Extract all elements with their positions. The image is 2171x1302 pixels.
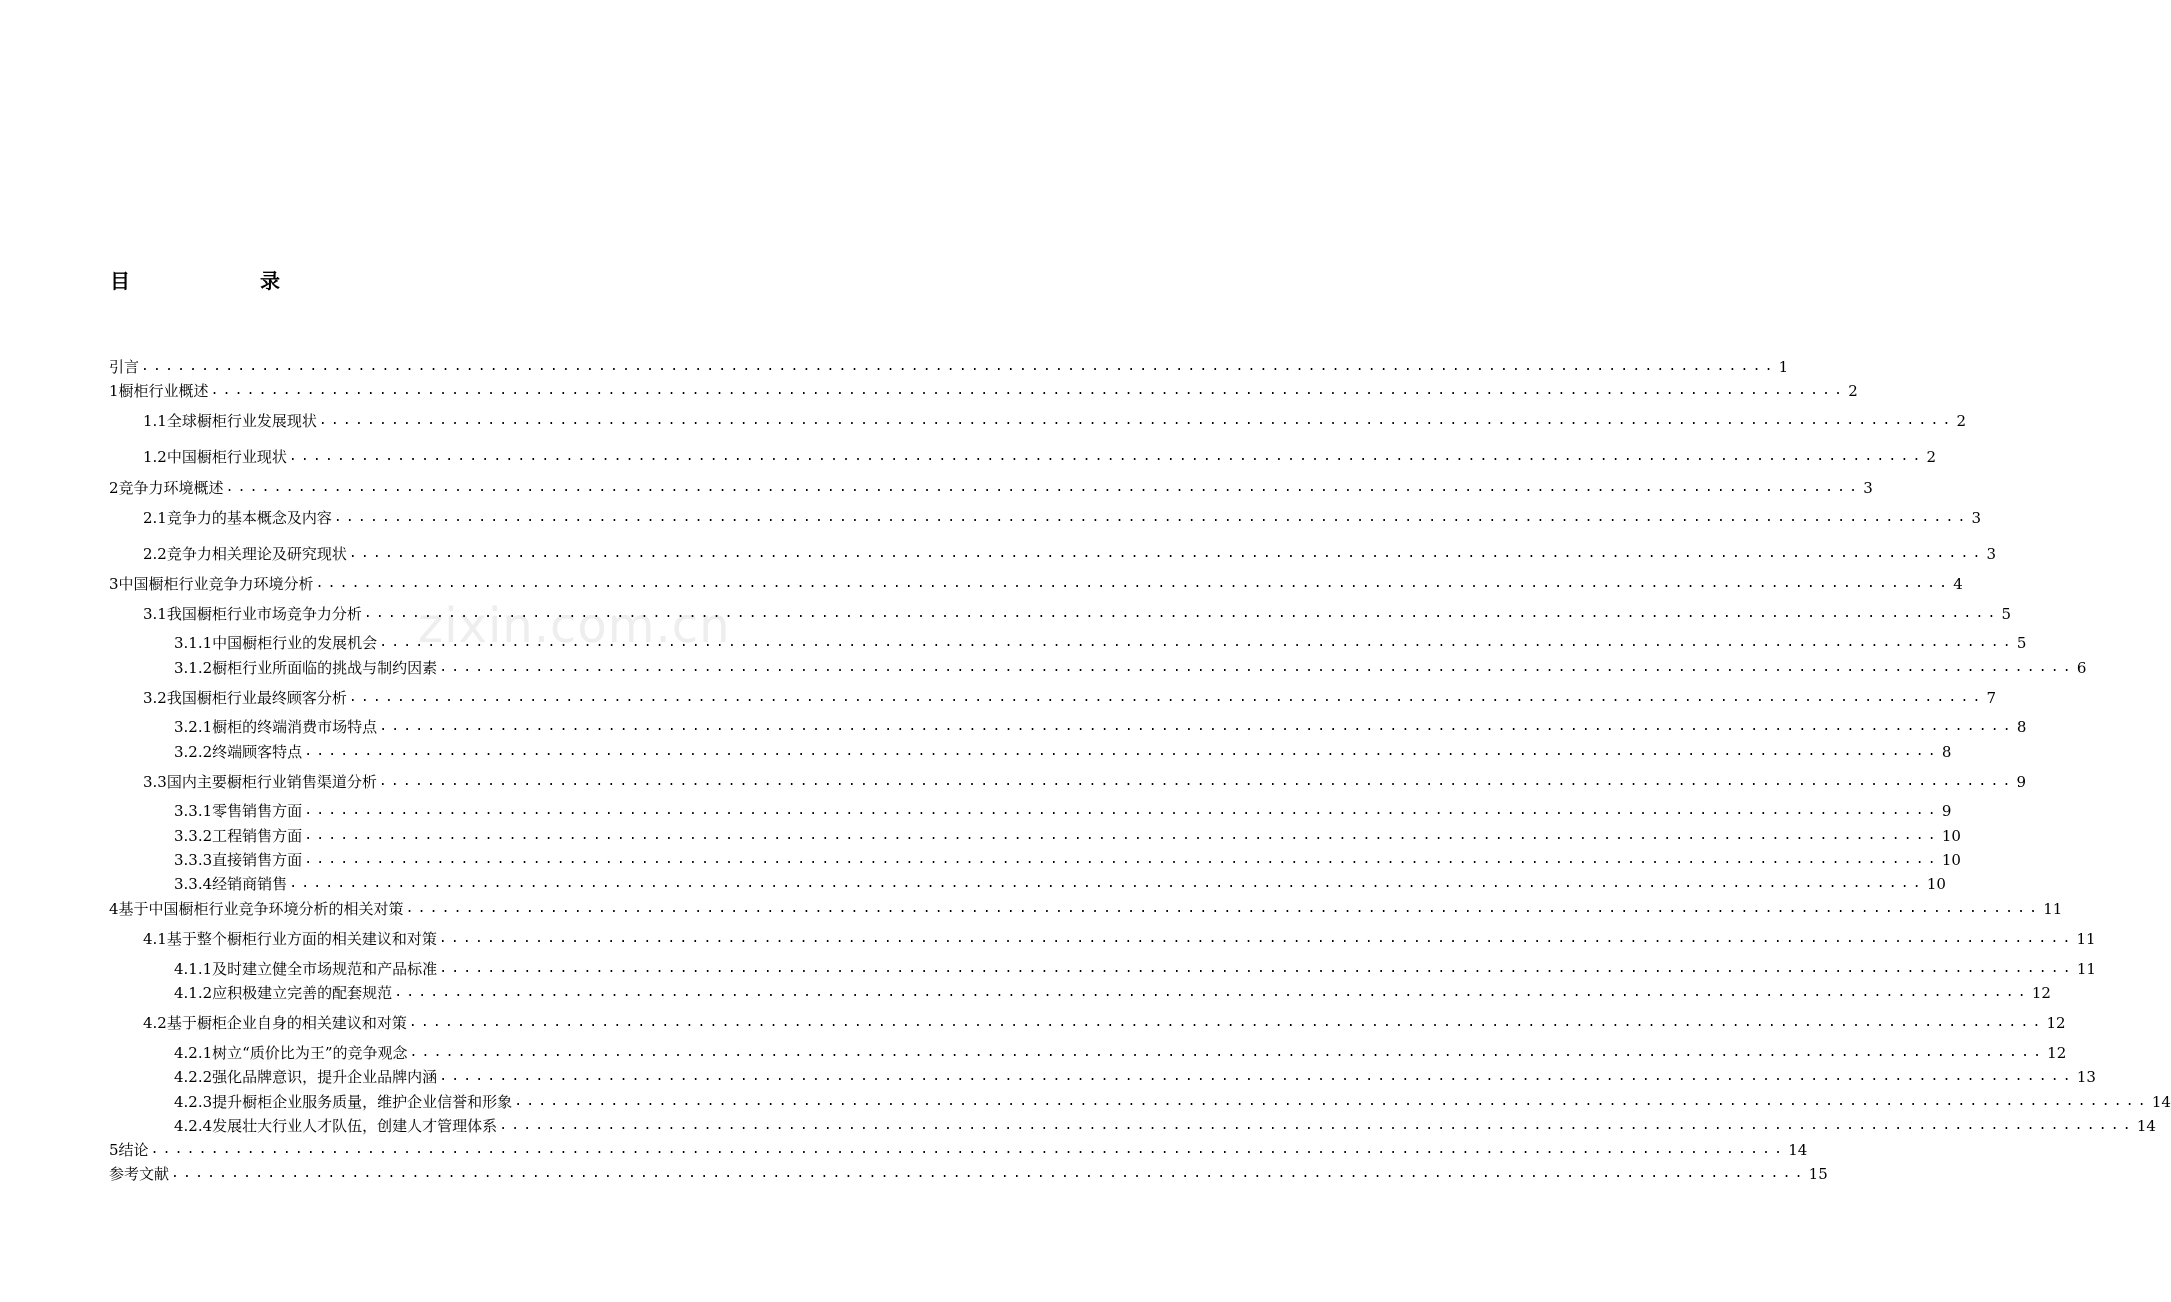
toc-entry-number: 1.1	[143, 412, 167, 430]
toc-entry-leader: ........................................................................................................................................	[318, 413, 1955, 428]
toc-entry-title: 中国橱柜行业竞争力环境分析	[118, 575, 314, 593]
toc-entry[interactable]	[143, 771, 2027, 793]
toc-entry[interactable]	[174, 849, 1961, 871]
toc-entry[interactable]	[109, 380, 1858, 402]
toc-entry-title: 应积极建立完善的配套规范	[212, 984, 393, 1002]
toc-entry[interactable]	[174, 982, 2051, 1004]
toc-entry-leader: ........................................................................................................................................	[150, 1142, 1787, 1157]
toc-entry[interactable]	[143, 410, 1967, 432]
toc-entry-page-number: 14	[2136, 1117, 2156, 1135]
toc-entry-title: 我国橱柜行业市场竞争力分析	[166, 605, 362, 623]
toc-entry-title: 竞争力的基本概念及内容	[166, 509, 332, 527]
toc-entry[interactable]	[174, 632, 2027, 654]
toc-entry-page-number: 7	[1986, 689, 1997, 707]
toc-entry-page-number: 14	[1788, 1141, 1808, 1159]
toc-entry-number: 1.2	[143, 448, 167, 466]
toc-entry-leader: ........................................................................................................................................	[499, 1118, 2135, 1133]
toc-entry-leader: ........................................................................................................................................	[171, 1166, 1807, 1181]
toc-entry-number: 5	[109, 1141, 119, 1159]
toc-entry-title: 竞争力环境概述	[118, 479, 224, 497]
toc-entry-number: 4.2.1	[174, 1044, 213, 1062]
toc-entry-leader: ........................................................................................................................................	[348, 546, 1985, 561]
toc-entry-title: 基于中国橱柜行业竞争环境分析的相关对策	[118, 900, 404, 918]
toc-entry[interactable]	[174, 800, 1952, 822]
toc-entry[interactable]	[174, 1066, 2096, 1088]
toc-entry[interactable]	[174, 825, 1961, 847]
toc-entry-page-number: 11	[2076, 930, 2096, 948]
toc-entry-title: 橱柜行业概述	[118, 382, 209, 400]
toc-heading	[110, 266, 310, 296]
toc-entry[interactable]	[109, 356, 1789, 378]
toc-entry-title: 树立“质价比为王”的竞争观念	[212, 1044, 408, 1062]
toc-entry[interactable]	[109, 898, 2063, 920]
toc-entry-number: 3.1.2	[174, 659, 213, 677]
toc-entry-page-number: 3	[1986, 545, 1997, 563]
toc-entry[interactable]	[143, 687, 1997, 709]
toc-entry-leader: ........................................................................................................................................	[438, 931, 2075, 946]
toc-entry-page-number: 14	[2151, 1093, 2171, 1111]
toc-entry-page-number: 1	[1778, 358, 1789, 376]
toc-entry-page-number: 12	[2046, 1014, 2066, 1032]
toc-entry[interactable]	[174, 873, 1946, 895]
toc-heading-char-1: 目	[110, 269, 130, 293]
toc-entry-title: 国内主要橱柜行业销售渠道分析	[166, 773, 377, 791]
toc-entry[interactable]	[109, 477, 1873, 499]
toc-entry-title: 中国橱柜行业的发展机会	[212, 634, 378, 652]
toc-entry[interactable]	[174, 1042, 2067, 1064]
toc-entry-page-number: 3	[1971, 509, 1982, 527]
toc-entry-number: 3.2	[143, 689, 167, 707]
toc-entry-leader: ........................................................................................................................................	[394, 985, 2030, 1000]
toc-entry-title: 工程销售方面	[212, 827, 303, 845]
toc-entry-number: 3.2.2	[174, 743, 213, 761]
toc-entry-leader: ........................................................................................................................................	[379, 719, 2015, 734]
toc-entry-page-number: 2	[1926, 448, 1937, 466]
toc-entry-page-number: 4	[1953, 575, 1963, 593]
toc-entry-number: 3.3.2	[174, 827, 213, 845]
toc-entry-number: 4.2.3	[174, 1093, 213, 1111]
toc-entry-leader: ........................................................................................................................................	[141, 359, 1777, 374]
toc-entry[interactable]	[174, 1115, 2156, 1137]
toc-entry-leader: ........................................................................................................................................	[315, 576, 1952, 591]
toc-entry-number: 3.3.4	[174, 875, 213, 893]
toc-entry-page-number: 6	[2076, 659, 2087, 677]
toc-entry-leader: ........................................................................................................................................	[210, 383, 1847, 398]
toc-entry-leader: ........................................................................................................................................	[304, 852, 1940, 867]
toc-entry-page-number: 11	[2043, 900, 2063, 918]
toc-entry-title: 基于整个橱柜行业方面的相关建议和对策	[166, 930, 437, 948]
toc-entry[interactable]	[143, 543, 1997, 565]
toc-entry-leader: ........................................................................................................................................	[378, 774, 2015, 789]
toc-entry[interactable]	[174, 657, 2087, 679]
toc-entry-number: 3.3.1	[174, 802, 213, 820]
toc-entry-page-number: 10	[1926, 875, 1946, 893]
toc-entry-page-number: 8	[2016, 718, 2027, 736]
toc-entry-number: 3.3	[143, 773, 167, 791]
toc-entry-number: 1	[109, 382, 119, 400]
toc-entry-title: 引言	[109, 358, 140, 376]
toc-entry[interactable]	[109, 1139, 1808, 1161]
toc-entry-page-number: 9	[1941, 802, 1952, 820]
toc-entry-page-number: 13	[2076, 1068, 2096, 1086]
toc-entry-title: 结论	[118, 1141, 149, 1159]
toc-entry-number: 4.1	[143, 930, 167, 948]
toc-entry[interactable]	[174, 716, 2027, 738]
toc-entry-page-number: 5	[2016, 634, 2027, 652]
toc-entry-title: 竞争力相关理论及研究现状	[166, 545, 347, 563]
toc-entry-number: 4.2	[143, 1014, 167, 1032]
toc-entry-leader: ........................................................................................................................................	[304, 744, 1940, 759]
toc-entry-title: 全球橱柜行业发展现状	[166, 412, 317, 430]
toc-entry-title: 终端顾客特点	[212, 743, 303, 761]
toc-entry-leader: ........................................................................................................................................	[439, 660, 2075, 675]
toc-entry-page-number: 8	[1941, 743, 1952, 761]
toc-entry-leader: ........................................................................................................................................	[304, 828, 1940, 843]
toc-entry-title: 橱柜行业所面临的挑战与制约因素	[212, 659, 438, 677]
toc-entry[interactable]	[174, 741, 1952, 763]
toc-entry-leader: ........................................................................................................................................	[333, 510, 1970, 525]
toc-entry[interactable]	[174, 958, 2096, 980]
toc-entry-title: 发展壮大行业人才队伍，创建人才管理体系	[212, 1117, 498, 1135]
toc-entry-leader: ........................................................................................................................................	[289, 876, 1925, 891]
toc-entry-number: 4.2.2	[174, 1068, 213, 1086]
toc-entry-number: 3.2.1	[174, 718, 213, 736]
toc-entry-leader: ........................................................................................................................................	[514, 1094, 2150, 1109]
toc-entry-leader: ........................................................................................................................................	[288, 449, 1925, 464]
toc-entry-number: 4	[109, 900, 119, 918]
toc-entry-number: 4.1.1	[174, 960, 213, 978]
toc-entry-title: 直接销售方面	[212, 851, 303, 869]
toc-entry-title: 中国橱柜行业现状	[166, 448, 287, 466]
toc-entry[interactable]	[143, 603, 2012, 625]
toc-entry-number: 3.1	[143, 605, 167, 623]
toc-entry[interactable]	[143, 446, 1937, 468]
toc-entry-leader: ........................................................................................................................................	[363, 606, 2000, 621]
toc-entry-number: 3.3.3	[174, 851, 213, 869]
toc-entry-title: 橱柜的终端消费市场特点	[212, 718, 378, 736]
toc-entry-leader: ........................................................................................................................................	[439, 1069, 2075, 1084]
toc-entry-leader: ........................................................................................................................................	[405, 901, 2042, 916]
toc-entry[interactable]	[143, 928, 2096, 950]
toc-entry-number: 2	[109, 479, 119, 497]
toc-entry-number: 2.1	[143, 509, 167, 527]
toc-entry-title: 经销商销售	[212, 875, 288, 893]
toc-entry-title: 基于橱柜企业自身的相关建议和对策	[166, 1014, 407, 1032]
toc-entry-page-number: 12	[2031, 984, 2051, 1002]
toc-entry-leader: ........................................................................................................................................	[225, 480, 1862, 495]
toc-entry-title: 我国橱柜行业最终顾客分析	[166, 689, 347, 707]
toc-entry-page-number: 9	[2016, 773, 2027, 791]
toc-entry-number: 4.2.4	[174, 1117, 213, 1135]
toc-entry-title: 提升橱柜企业服务质量，维护企业信誉和形象	[212, 1093, 513, 1111]
toc-entry-page-number: 11	[2076, 960, 2096, 978]
toc-entry-title: 及时建立健全市场规范和产品标准	[212, 960, 438, 978]
toc-entry-leader: ........................................................................................................................................	[409, 1045, 2046, 1060]
toc-entry-page-number: 10	[1941, 851, 1961, 869]
watermark-text: zixin.com.cn	[418, 598, 731, 654]
toc-entry-number: 4.1.2	[174, 984, 213, 1002]
toc-entry-page-number: 15	[1808, 1165, 1828, 1183]
toc-entry-page-number: 10	[1941, 827, 1961, 845]
toc-entry-page-number: 2	[1956, 412, 1967, 430]
toc-entry-leader: ........................................................................................................................................	[379, 635, 2015, 650]
toc-entry-title: 强化品牌意识，提升企业品牌内涵	[212, 1068, 438, 1086]
toc-entry-number: 3.1.1	[174, 634, 213, 652]
toc-entry-leader: ........................................................................................................................................	[348, 690, 1985, 705]
toc-heading-char-2: 录	[260, 269, 280, 293]
toc-entry-page-number: 5	[2001, 605, 2012, 623]
toc-entry[interactable]	[109, 573, 1963, 595]
toc-entry-page-number: 3	[1863, 479, 1873, 497]
toc-entry-number: 3	[109, 575, 119, 593]
toc-entry-leader: ........................................................................................................................................	[439, 961, 2075, 976]
toc-entry-title: 零售销售方面	[212, 802, 303, 820]
toc-entry-title: 参考文献	[109, 1165, 170, 1183]
toc-entry-page-number: 12	[2047, 1044, 2067, 1062]
toc-entry[interactable]	[174, 1091, 2171, 1113]
toc-entry[interactable]	[143, 507, 1982, 529]
toc-entry-number: 2.2	[143, 545, 167, 563]
toc-entry-leader: ........................................................................................................................................	[408, 1015, 2045, 1030]
toc-entry-leader: ........................................................................................................................................	[304, 803, 1940, 818]
toc-entry-page-number: 2	[1848, 382, 1858, 400]
toc-entry[interactable]	[109, 1163, 1828, 1185]
toc-entry[interactable]	[143, 1012, 2066, 1034]
